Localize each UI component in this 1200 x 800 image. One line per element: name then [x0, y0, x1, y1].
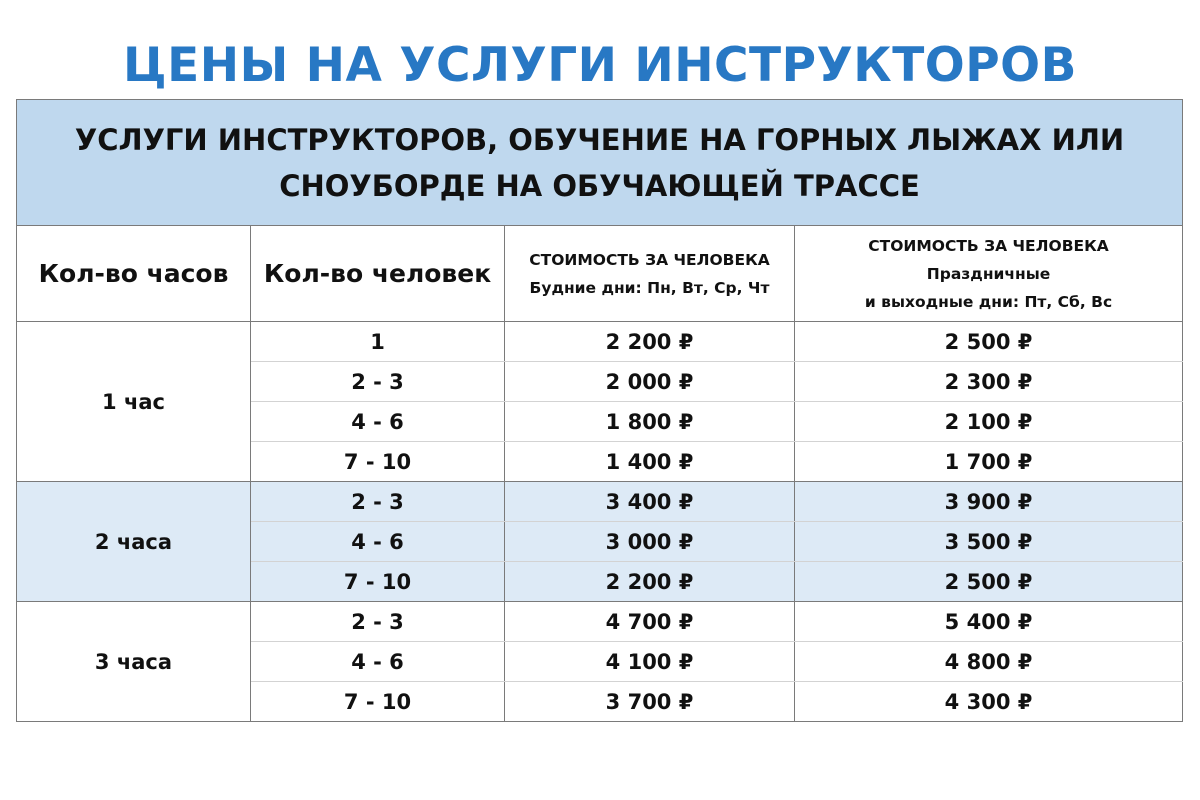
- price-table: [16, 99, 1183, 722]
- weekend-price-cell: 5 400 ₽: [795, 602, 1183, 642]
- weekday-price-cell: 2 000 ₽: [505, 362, 795, 402]
- people-cell: 4 - 6: [251, 402, 505, 442]
- weekend-price-cell: 1 700 ₽: [795, 442, 1183, 482]
- weekend-header-line-3: и выходные дни: Пт, Сб, Вс: [864, 292, 1113, 311]
- people-cell: 7 - 10: [251, 562, 505, 602]
- weekend-price-cell: 2 300 ₽: [795, 362, 1183, 402]
- weekday-price-cell: 2 200 ₽: [505, 322, 795, 362]
- table-row: [17, 322, 1183, 362]
- people-cell: 2 - 3: [251, 482, 505, 522]
- table-banner: [17, 100, 1183, 226]
- column-header-weekday: [505, 226, 795, 322]
- column-header-hours: Кол-во часов: [17, 226, 251, 322]
- people-cell: 2 - 3: [251, 362, 505, 402]
- weekend-price-cell: 2 500 ₽: [795, 562, 1183, 602]
- weekday-price-cell: 4 100 ₽: [505, 642, 795, 682]
- table-row: [17, 602, 1183, 642]
- weekday-price-cell: 3 700 ₽: [505, 682, 795, 722]
- banner-line-2: СНОУБОРДЕ НА ОБУЧАЮЩЕЙ ТРАССЕ: [279, 168, 920, 203]
- weekday-price-cell: 2 200 ₽: [505, 562, 795, 602]
- weekday-header-line-1: СТОИМОСТЬ ЗА ЧЕЛОВЕКА: [529, 250, 770, 269]
- price-table-body: [17, 322, 1183, 722]
- hours-cell: 2 часа: [17, 482, 251, 602]
- people-cell: 4 - 6: [251, 642, 505, 682]
- weekend-price-cell: 3 900 ₽: [795, 482, 1183, 522]
- weekday-price-cell: 4 700 ₽: [505, 602, 795, 642]
- column-header-row: [17, 226, 1183, 322]
- weekday-price-cell: 3 400 ₽: [505, 482, 795, 522]
- people-cell: 7 - 10: [251, 442, 505, 482]
- weekday-price-cell: 3 000 ₽: [505, 522, 795, 562]
- people-cell: 4 - 6: [251, 522, 505, 562]
- people-cell: 2 - 3: [251, 602, 505, 642]
- weekday-price-cell: 1 400 ₽: [505, 442, 795, 482]
- weekday-price-cell: 1 800 ₽: [505, 402, 795, 442]
- weekend-price-cell: 2 500 ₽: [795, 322, 1183, 362]
- hours-cell: 3 часа: [17, 602, 251, 722]
- weekend-header-line-2: Праздничные: [926, 264, 1051, 283]
- people-cell: 7 - 10: [251, 682, 505, 722]
- column-header-weekend: [795, 226, 1183, 322]
- banner-row: [17, 100, 1183, 226]
- hours-cell: 1 час: [17, 322, 251, 482]
- column-header-people: Кол-во человек: [251, 226, 505, 322]
- weekend-price-cell: 4 300 ₽: [795, 682, 1183, 722]
- weekend-price-cell: 3 500 ₽: [795, 522, 1183, 562]
- weekend-header-line-1: СТОИМОСТЬ ЗА ЧЕЛОВЕКА: [868, 236, 1109, 255]
- people-cell: 1: [251, 322, 505, 362]
- table-row: [17, 482, 1183, 522]
- banner-line-1: УСЛУГИ ИНСТРУКТОРОВ, ОБУЧЕНИЕ НА ГОРНЫХ ЛЫЖАХ ИЛИ: [74, 122, 1125, 157]
- weekday-header-line-2: Будние дни: Пн, Вт, Ср, Чт: [529, 278, 770, 297]
- weekend-price-cell: 2 100 ₽: [795, 402, 1183, 442]
- weekend-price-cell: 4 800 ₽: [795, 642, 1183, 682]
- page-title: ЦЕНЫ НА УСЛУГИ ИНСТРУКТОРОВ: [123, 38, 1077, 93]
